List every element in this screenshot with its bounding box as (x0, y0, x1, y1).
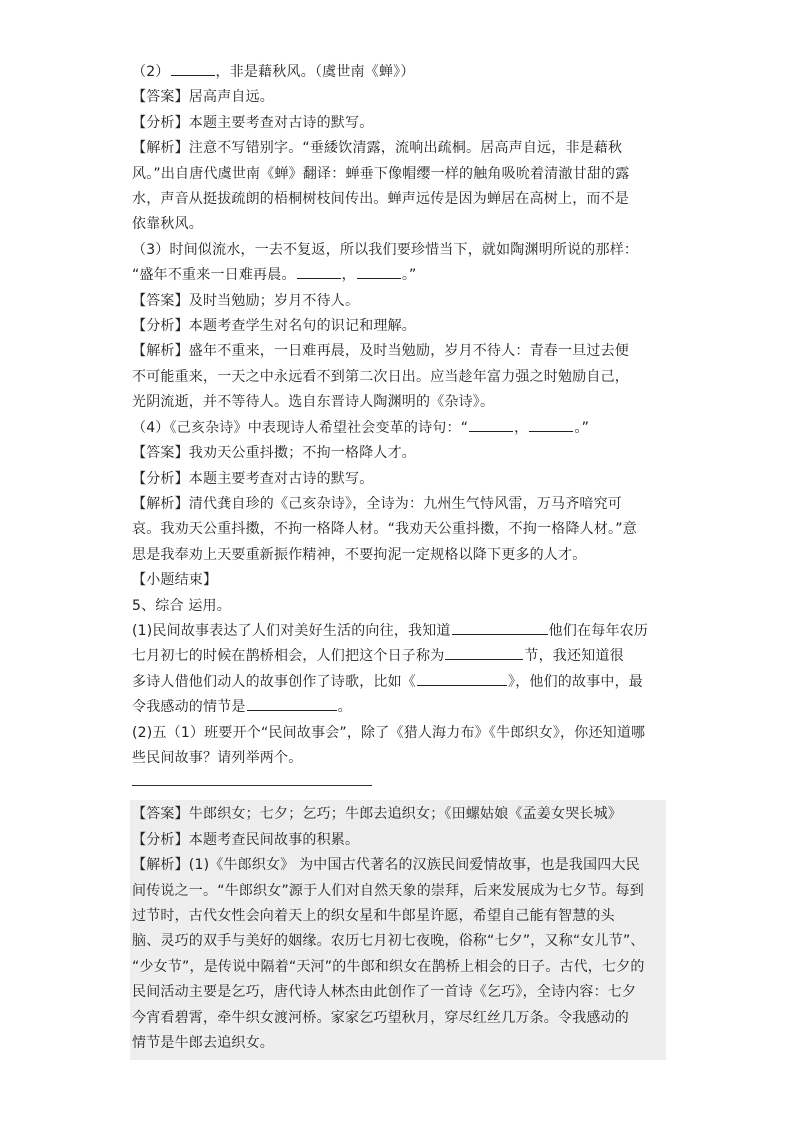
explanation-block (132, 136, 664, 238)
explanation-block (132, 492, 664, 568)
explanation-line: 过节时，古代女性会向着天上的织女星和牛郎星许愿，希望自己能有智慧的头 (132, 908, 615, 924)
analysis-line: 【分析】本题考查学生对名句的识记和理解。 (132, 318, 416, 335)
explanation-line: 依靠秋风。 (132, 216, 203, 233)
answer-line: 【答案】牛郎织女；七夕；乞巧；牛郎去追织女；《田螺姑娘《孟姜女哭长城》 (132, 806, 622, 823)
question-5-1-line (132, 695, 664, 720)
analysis-line: 【分析】本题主要考查对古诗的默写。 (132, 114, 374, 131)
question-text: （2） (132, 64, 170, 80)
answer-line: 【答案】我劝天公重抖擞；不拘一格降人才。 (132, 445, 416, 462)
question-text: ，非是藉秋风。（虞世南《蝉》） (215, 64, 415, 80)
spacer (132, 771, 664, 783)
question-text: “盛年不重来一日难再晨。 (132, 267, 296, 284)
explanation-line: 【解析】注意不写错别字。“垂緌饮清露，流响出疏桐。居高声自远，非是藉秋 (132, 140, 623, 157)
section-end-marker: 【小题结束】 (132, 572, 218, 589)
explanation-line: 民间活动主要是乞巧，唐代诗人林杰由此创作了一首诗《乞巧》，全诗内容：七夕 (132, 984, 637, 1001)
explanation-line: 脑、灵巧的双手与美好的姻缘。农历七月初七夜晚，俗称“七夕”，又称“女儿节”、 (132, 933, 645, 950)
question-text: (1)民间故事表达了人们对美好生活的向往，我知道 (132, 622, 451, 639)
question-text: 令我感动的情节是 (132, 699, 246, 716)
question-5-1-line (132, 619, 664, 644)
explanation-line: “少女节”，是传说中隔着“天河”的牛郎和织女在鹊桥上相会的日子。古代，七夕的 (132, 958, 645, 975)
question-3-cont (132, 263, 664, 288)
explanation-block (132, 339, 664, 415)
question-4 (132, 416, 664, 441)
answer-blank (297, 264, 341, 279)
explanation-line: 风。”出自唐代虞世南《蝉》翻译：蝉垂下像帽缨一样的触角吸吮着清澈甘甜的露 (132, 165, 630, 182)
question-text: 》，他们的故事中，最 (508, 673, 643, 690)
question-5-1-line (132, 644, 664, 669)
explanation-line: 思是我奉劝上天要重新振作精神，不要拘泥一定规格以降下更多的人才。 (132, 546, 587, 563)
explanation-line: 哀。我劝天公重抖擞，不拘一格降人材。“我劝天公重抖擞，不拘一格降人材。”意 (132, 521, 637, 538)
question-5-heading: 5、综合 运用。 (132, 597, 231, 614)
question-5-1-line (132, 670, 664, 695)
answer-blank (529, 417, 573, 432)
answer-blank (357, 264, 401, 279)
question-text: 多诗人借他们动人的故事创作了诗歌，比如《 (132, 673, 416, 690)
analysis-line: 【分析】本题主要考查对古诗的默写。 (132, 470, 374, 487)
question-text: ， (514, 419, 529, 436)
answer-blank (445, 645, 523, 660)
answer-blank (247, 696, 337, 711)
explanation-line: 情节是牛郎去追织女。 (132, 1035, 274, 1052)
question-2 (132, 60, 664, 85)
question-text: 。” (574, 419, 590, 436)
question-text: 。 (337, 699, 352, 716)
question-text: 七月初七的时候在鹊桥相会，人们把这个日子称为 (132, 648, 445, 665)
answer-blank (417, 671, 507, 686)
document-page (132, 60, 664, 1060)
question-text: 节，我还知道很 (524, 648, 624, 665)
answer-line: 【答案】及时当勉励；岁月不待人。 (132, 292, 360, 309)
question-text: （4）《己亥杂诗》中表现诗人希望社会变革的诗句：“ (132, 419, 469, 436)
analysis-line: 【分析】本题考查民间故事的积累。 (132, 831, 360, 848)
explanation-line: 【解析】清代龚自珍的《己亥杂诗》，全诗为：九州生气恃风雷，万马齐喑究可 (132, 495, 622, 512)
horizontal-rule (132, 785, 372, 786)
question-text: ， (341, 267, 356, 284)
answer-line: 【答案】居高声自远。 (132, 89, 274, 106)
question-text: 。” (401, 267, 417, 284)
question-5-2-line: (2)五（1）班要开个“民间故事会”，除了《猎人海力布》《牛郎织女》，你还知道哪 (132, 724, 646, 741)
explanation-line: 今宵看碧霄，牵牛织女渡河桥。家家乞巧望秋月，穿尽红丝几万条。令我感动的 (132, 1009, 629, 1026)
answer-panel (130, 800, 666, 1060)
answer-blank (171, 61, 215, 76)
answer-blank (469, 417, 513, 432)
question-text: 他们在每年农历 (548, 622, 649, 639)
explanation-line: 水，声音从挺拔疏朗的梧桐树枝间传出。蝉声远传是因为蝉居在高树上，而不是 (132, 191, 629, 208)
explanation-line: 【解析】(1)《牛郎织女》 为中国古代著名的汉族民间爱情故事，也是我国四大民 (132, 857, 640, 874)
answer-blank (452, 620, 548, 635)
explanation-line: 不可能重来，一天之中永远看不到第二次日出。应当趁年富力强之时勉励自己， (132, 368, 629, 385)
explanation-line: 【解析】盛年不重来，一日难再晨，及时当勉励，岁月不待人：青春一旦过去便 (132, 343, 629, 360)
explanation-line: 光阴流逝，并不等待人。选自东晋诗人陶渊明的《杂诗》。 (132, 394, 495, 411)
question-3: （3）时间似流水，一去不复返，所以我们要珍惜当下，就如陶渊明所说的那样： (132, 241, 639, 258)
explanation-line: 间传说之一。“牛郎织女”源于人们对自然天象的崇拜，后来发展成为七夕节。每到 (132, 882, 644, 899)
question-5-2-line: 些民间故事？请列举两个。 (132, 749, 303, 766)
